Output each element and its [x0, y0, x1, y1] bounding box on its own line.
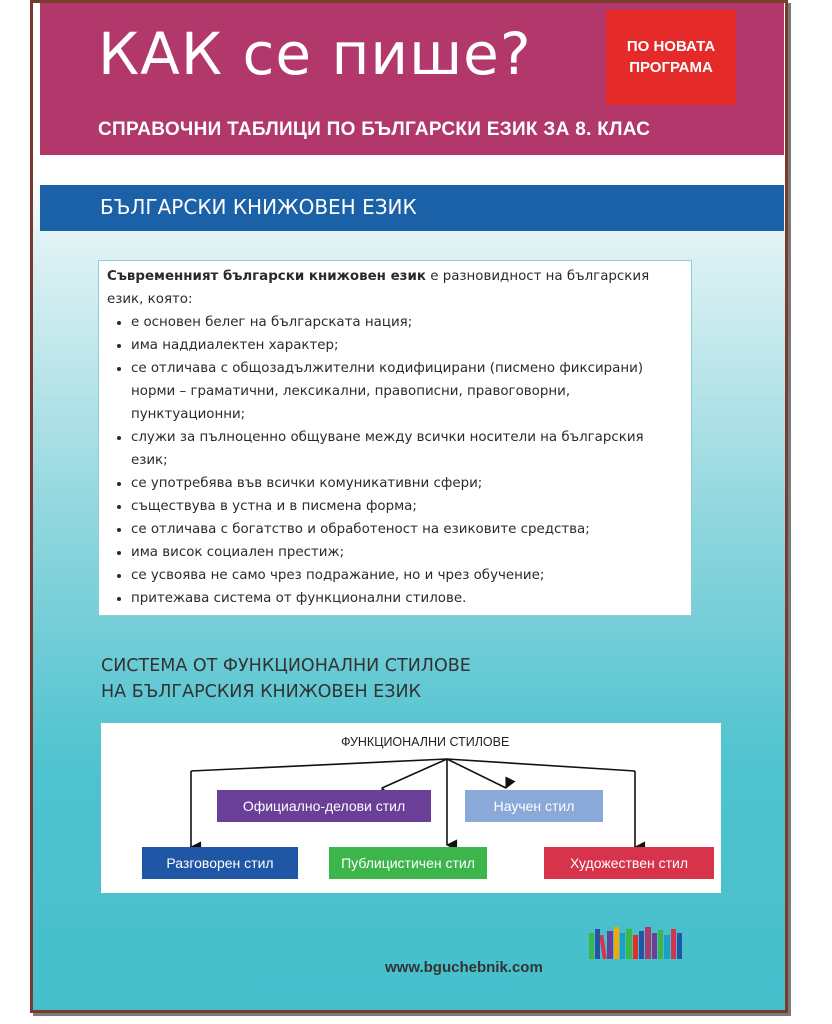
styles-diagram	[101, 723, 721, 893]
list-item: • служи за пълноценно общуване между всички носители на българския език;	[131, 426, 683, 472]
style-box-razgovoren: Разговорен стил	[142, 847, 298, 879]
publisher-logo	[585, 923, 695, 979]
website-url: www.bguchebnik.com	[385, 959, 543, 976]
styles-section-title	[101, 653, 471, 705]
badge-line-2: ПРОГРАМА	[629, 58, 713, 76]
list-item: • е основен белег на българската нация;	[131, 311, 683, 334]
new-program-badge	[606, 10, 736, 105]
section-band	[40, 185, 784, 231]
list-item: • се отличава с богатство и обработеност на езиковите средства;	[131, 518, 683, 541]
book-cover	[30, 0, 788, 1013]
badge-line-1: ПО НОВАТА	[626, 38, 716, 56]
styles-title-line-2: НА БЪЛГАРСКИЯ КНИЖОВЕН ЕЗИК	[101, 682, 421, 702]
list-item: • има висок социален престиж;	[131, 541, 683, 564]
arrow-oficialno	[382, 759, 447, 788]
style-box-publicistichen: Публицистичен стил	[329, 847, 487, 879]
property-list	[107, 311, 683, 610]
list-item: • се употребява във всички комуникативни сфери;	[131, 472, 683, 495]
book-title: КАК се пише?	[98, 20, 532, 88]
definition-intro	[107, 265, 683, 311]
style-box-hudozhestven: Художествен стил	[544, 847, 714, 879]
definition-term: Съвременният български книжовен език	[107, 269, 426, 284]
arrow-nauchen	[447, 759, 506, 788]
style-box-nauchen: Научен стил	[465, 790, 603, 822]
book-subtitle: СПРАВОЧНИ ТАБЛИЦИ ПО БЪЛГАРСКИ ЕЗИК ЗА 8. КЛАС	[98, 119, 651, 140]
books-logo-icon	[585, 923, 695, 979]
list-item: • се усвоява не само чрез подражание, но и чрез обучение;	[131, 564, 683, 587]
connector-line	[447, 759, 635, 771]
style-box-oficialno: Официално-делови стил	[217, 790, 431, 822]
definition-box	[98, 260, 692, 616]
section-title: БЪЛГАРСКИ КНИЖОВЕН ЕЗИК	[100, 195, 417, 219]
header-banner	[40, 3, 784, 155]
definition-rest: е разновидност на българския език, която:	[107, 269, 650, 307]
styles-title-line-1: СИСТЕМА ОТ ФУНКЦИОНАЛНИ СТИЛОВЕ	[101, 656, 471, 676]
diagram-root-label: ФУНКЦИОНАЛНИ СТИЛОВЕ	[341, 735, 510, 749]
list-item: • съществува в устна и в писмена форма;	[131, 495, 683, 518]
connector-line	[191, 759, 447, 771]
list-item: • притежава система от функционални стилове.	[131, 587, 683, 610]
list-item: • има наддиалектен характер;	[131, 334, 683, 357]
list-item: • се отличава с общозадължителни кодифицирани (писмено фиксирани) норми – граматични, лексикални, правописни, правоговорни, пунктуационни;	[131, 357, 683, 426]
